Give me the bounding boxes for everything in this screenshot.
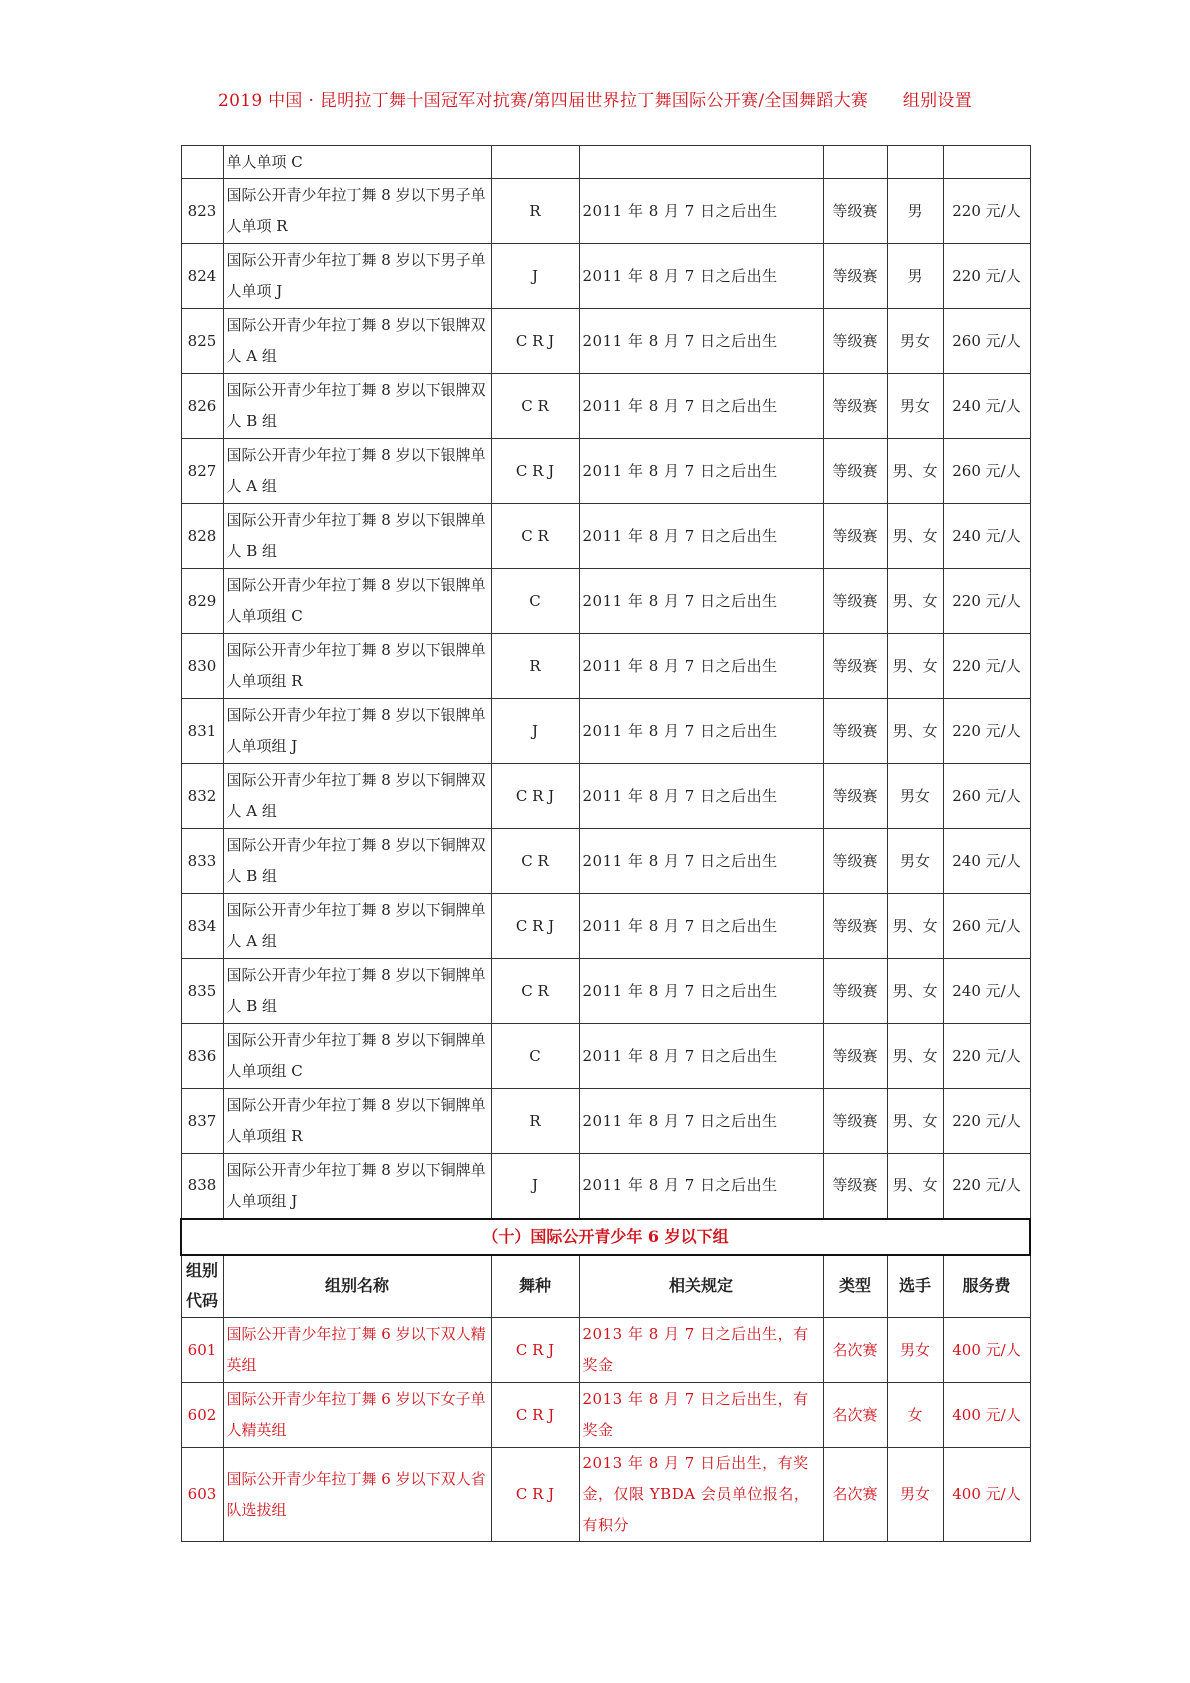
- cell-rule: 2011 年 8 月 7 日之后出生: [579, 829, 823, 894]
- cell-rule: 2011 年 8 月 7 日之后出生: [579, 764, 823, 829]
- cell-rule: 2011 年 8 月 7 日之后出生: [579, 959, 823, 1024]
- cell-name: 国际公开青少年拉丁舞 8 岁以下银牌单人单项组 J: [223, 699, 491, 764]
- cell-type: 等级赛: [823, 309, 887, 374]
- cell-dance: C: [491, 569, 579, 634]
- cell-type: 等级赛: [823, 374, 887, 439]
- cell-rule: 2011 年 8 月 7 日之后出生: [579, 699, 823, 764]
- cell-type: 名次赛: [823, 1318, 887, 1383]
- cell-type: 等级赛: [823, 439, 887, 504]
- table-row: [181, 1089, 1030, 1154]
- table-row: [181, 1024, 1030, 1089]
- cell-name: 国际公开青少年拉丁舞 8 岁以下铜牌单人单项组 J: [223, 1154, 491, 1219]
- cell-dance: C R: [491, 829, 579, 894]
- cell-fee: 220 元/人: [943, 1089, 1030, 1154]
- cell-name: 国际公开青少年拉丁舞 8 岁以下银牌单人 A 组: [223, 439, 491, 504]
- cell-name: 国际公开青少年拉丁舞 8 岁以下铜牌单人单项组 R: [223, 1089, 491, 1154]
- cell-dance: J: [491, 699, 579, 764]
- table-row: [181, 1448, 1030, 1542]
- column-header-row: [181, 1255, 1030, 1318]
- cell-player: 男女: [887, 764, 943, 829]
- cell-rule: 2011 年 8 月 7 日之后出生: [579, 894, 823, 959]
- cell-code: 838: [181, 1154, 223, 1219]
- column-header-type: 类型: [823, 1255, 887, 1318]
- table-row: [181, 959, 1030, 1024]
- group-table: [180, 145, 1031, 1542]
- cell-player: 男: [887, 179, 943, 244]
- cell-code: 825: [181, 309, 223, 374]
- cell-player: 男、女: [887, 439, 943, 504]
- cell-player: 男女: [887, 1318, 943, 1383]
- cell-dance: C R: [491, 504, 579, 569]
- cell-fee: 260 元/人: [943, 894, 1030, 959]
- table-row: [181, 634, 1030, 699]
- cell-dance: R: [491, 1089, 579, 1154]
- cell-rule: 2013 年 8 月 7 日之后出生，有奖金: [579, 1383, 823, 1448]
- cell-fee: 220 元/人: [943, 699, 1030, 764]
- cell-name: 国际公开青少年拉丁舞 8 岁以下银牌单人单项组 R: [223, 634, 491, 699]
- cell-dance: R: [491, 179, 579, 244]
- cell-dance: C R J: [491, 894, 579, 959]
- cell-code: 830: [181, 634, 223, 699]
- cell-code: 831: [181, 699, 223, 764]
- cell-code: 834: [181, 894, 223, 959]
- cell-name: 国际公开青少年拉丁舞 8 岁以下银牌双人 B 组: [223, 374, 491, 439]
- cell-fee: 260 元/人: [943, 764, 1030, 829]
- cell-code: 835: [181, 959, 223, 1024]
- cell-name: 国际公开青少年拉丁舞 8 岁以下铜牌单人 B 组: [223, 959, 491, 1024]
- table-row: [181, 1383, 1030, 1448]
- cell-name: 国际公开青少年拉丁舞 8 岁以下男子单人单项 R: [223, 179, 491, 244]
- cell-fee: 240 元/人: [943, 504, 1030, 569]
- cell-fee: 220 元/人: [943, 1024, 1030, 1089]
- cell-rule: 2011 年 8 月 7 日之后出生: [579, 309, 823, 374]
- cell-code: 601: [181, 1318, 223, 1383]
- cell-rule: 2011 年 8 月 7 日之后出生: [579, 634, 823, 699]
- cell-dance: C R J: [491, 1383, 579, 1448]
- cell-type: 等级赛: [823, 244, 887, 309]
- cell-player: 男女: [887, 829, 943, 894]
- table-row: [181, 309, 1030, 374]
- cell-name: 国际公开青少年拉丁舞 8 岁以下铜牌双人 B 组: [223, 829, 491, 894]
- cell-dance: C: [491, 1024, 579, 1089]
- cell-name: 国际公开青少年拉丁舞 6 岁以下双人精英组: [223, 1318, 491, 1383]
- cell-fee: 400 元/人: [943, 1318, 1030, 1383]
- table-row: [181, 829, 1030, 894]
- cell-rule: 2011 年 8 月 7 日之后出生: [579, 244, 823, 309]
- cell-player: 男、女: [887, 1154, 943, 1219]
- cell-code: 828: [181, 504, 223, 569]
- cell-fee: 260 元/人: [943, 439, 1030, 504]
- cell-type: 等级赛: [823, 1024, 887, 1089]
- cell-type: 等级赛: [823, 1154, 887, 1219]
- cell-type: 等级赛: [823, 699, 887, 764]
- cell-fee: 220 元/人: [943, 179, 1030, 244]
- cell-player: 男女: [887, 1448, 943, 1542]
- table-row: [181, 764, 1030, 829]
- cell-fee: 220 元/人: [943, 1154, 1030, 1219]
- cell-fee: 220 元/人: [943, 244, 1030, 309]
- cell-type: 等级赛: [823, 829, 887, 894]
- cell-code: 836: [181, 1024, 223, 1089]
- cell-player: 男、女: [887, 959, 943, 1024]
- cell-player: 女: [887, 1383, 943, 1448]
- table-row: [181, 504, 1030, 569]
- cell-player: 男、女: [887, 894, 943, 959]
- column-header-dance: 舞种: [491, 1255, 579, 1318]
- cell-fee: 260 元/人: [943, 309, 1030, 374]
- section-title-row: [181, 1219, 1030, 1255]
- cell-type: 等级赛: [823, 959, 887, 1024]
- cell-rule: 2011 年 8 月 7 日之后出生: [579, 504, 823, 569]
- cell-code: 823: [181, 179, 223, 244]
- cell-player: 男、女: [887, 699, 943, 764]
- column-header-fee: 服务费: [943, 1255, 1030, 1318]
- cell-dance: C R J: [491, 1318, 579, 1383]
- cell-fee: 400 元/人: [943, 1383, 1030, 1448]
- cell-code: 826: [181, 374, 223, 439]
- cell-player: 男、女: [887, 1089, 943, 1154]
- cell-player: 男、女: [887, 569, 943, 634]
- cell-player: 男、女: [887, 504, 943, 569]
- cell-name: 国际公开青少年拉丁舞 8 岁以下银牌双人 A 组: [223, 309, 491, 374]
- cell-type: 等级赛: [823, 569, 887, 634]
- cell-name: 单人单项 C: [223, 146, 491, 179]
- cell-player: 男女: [887, 374, 943, 439]
- cell-dance: C R J: [491, 439, 579, 504]
- cell-rule: 2011 年 8 月 7 日之后出生: [579, 1024, 823, 1089]
- table-row-continued: [181, 146, 1030, 179]
- cell-dance: J: [491, 244, 579, 309]
- cell-code: 602: [181, 1383, 223, 1448]
- cell-code: 832: [181, 764, 223, 829]
- cell-code: 829: [181, 569, 223, 634]
- table-row: [181, 1318, 1030, 1383]
- page-title: 2019 中国 · 昆明拉丁舞十国冠军对抗赛/第四届世界拉丁舞国际公开赛/全国舞蹈大赛 组别设置: [217, 91, 973, 111]
- column-header-rule: 相关规定: [579, 1255, 823, 1318]
- cell-type: 等级赛: [823, 179, 887, 244]
- cell-rule: 2011 年 8 月 7 日之后出生: [579, 374, 823, 439]
- cell-dance: C R: [491, 374, 579, 439]
- cell-name: 国际公开青少年拉丁舞 8 岁以下男子单人单项 J: [223, 244, 491, 309]
- cell-dance: R: [491, 634, 579, 699]
- cell-dance: C R J: [491, 309, 579, 374]
- table-row: [181, 699, 1030, 764]
- cell-dance: C R: [491, 959, 579, 1024]
- cell-rule: 2011 年 8 月 7 日之后出生: [579, 1089, 823, 1154]
- cell-rule: 2011 年 8 月 7 日之后出生: [579, 439, 823, 504]
- cell-player: 男、女: [887, 1024, 943, 1089]
- column-header-code: 组别代码: [181, 1255, 223, 1318]
- cell-name: 国际公开青少年拉丁舞 6 岁以下女子单人精英组: [223, 1383, 491, 1448]
- section-title: （十）国际公开青少年 6 岁以下组: [181, 1219, 1030, 1255]
- cell-rule: 2011 年 8 月 7 日之后出生: [579, 179, 823, 244]
- cell-type: 等级赛: [823, 504, 887, 569]
- cell-fee: 220 元/人: [943, 569, 1030, 634]
- cell-fee: 220 元/人: [943, 634, 1030, 699]
- cell-player: 男、女: [887, 634, 943, 699]
- cell-code: 827: [181, 439, 223, 504]
- cell-fee: 240 元/人: [943, 959, 1030, 1024]
- cell-type: 等级赛: [823, 1089, 887, 1154]
- cell-name: 国际公开青少年拉丁舞 6 岁以下双人省队选拔组: [223, 1448, 491, 1542]
- cell-type: 名次赛: [823, 1383, 887, 1448]
- cell-name: 国际公开青少年拉丁舞 8 岁以下铜牌双人 A 组: [223, 764, 491, 829]
- cell-type: 等级赛: [823, 764, 887, 829]
- cell-dance: C R J: [491, 764, 579, 829]
- cell-name: 国际公开青少年拉丁舞 8 岁以下铜牌单人 A 组: [223, 894, 491, 959]
- cell-player: 男女: [887, 309, 943, 374]
- cell-type: 等级赛: [823, 634, 887, 699]
- cell-fee: 240 元/人: [943, 829, 1030, 894]
- cell-fee: 400 元/人: [943, 1448, 1030, 1542]
- cell-type: 名次赛: [823, 1448, 887, 1542]
- table-row: [181, 244, 1030, 309]
- cell-code: 837: [181, 1089, 223, 1154]
- cell-name: 国际公开青少年拉丁舞 8 岁以下银牌单人单项组 C: [223, 569, 491, 634]
- cell-fee: 240 元/人: [943, 374, 1030, 439]
- column-header-player: 选手: [887, 1255, 943, 1318]
- table-row: [181, 374, 1030, 439]
- table-row: [181, 569, 1030, 634]
- table-row: [181, 894, 1030, 959]
- table-row: [181, 179, 1030, 244]
- table-row: [181, 1154, 1030, 1219]
- cell-code: 833: [181, 829, 223, 894]
- cell-dance: J: [491, 1154, 579, 1219]
- cell-name: 国际公开青少年拉丁舞 8 岁以下铜牌单人单项组 C: [223, 1024, 491, 1089]
- cell-rule: 2013 年 8 月 7 日之后出生，有奖金: [579, 1318, 823, 1383]
- cell-code: 824: [181, 244, 223, 309]
- cell-code: [181, 146, 223, 179]
- table-row: [181, 439, 1030, 504]
- cell-code: 603: [181, 1448, 223, 1542]
- cell-type: 等级赛: [823, 894, 887, 959]
- cell-dance: C R J: [491, 1448, 579, 1542]
- cell-name: 国际公开青少年拉丁舞 8 岁以下银牌单人 B 组: [223, 504, 491, 569]
- column-header-name: 组别名称: [223, 1255, 491, 1318]
- cell-rule: 2011 年 8 月 7 日之后出生: [579, 1154, 823, 1219]
- cell-rule: 2013 年 8 月 7 日后出生，有奖金，仅限 YBDA 会员单位报名，有积分: [579, 1448, 823, 1542]
- cell-player: 男: [887, 244, 943, 309]
- cell-rule: 2011 年 8 月 7 日之后出生: [579, 569, 823, 634]
